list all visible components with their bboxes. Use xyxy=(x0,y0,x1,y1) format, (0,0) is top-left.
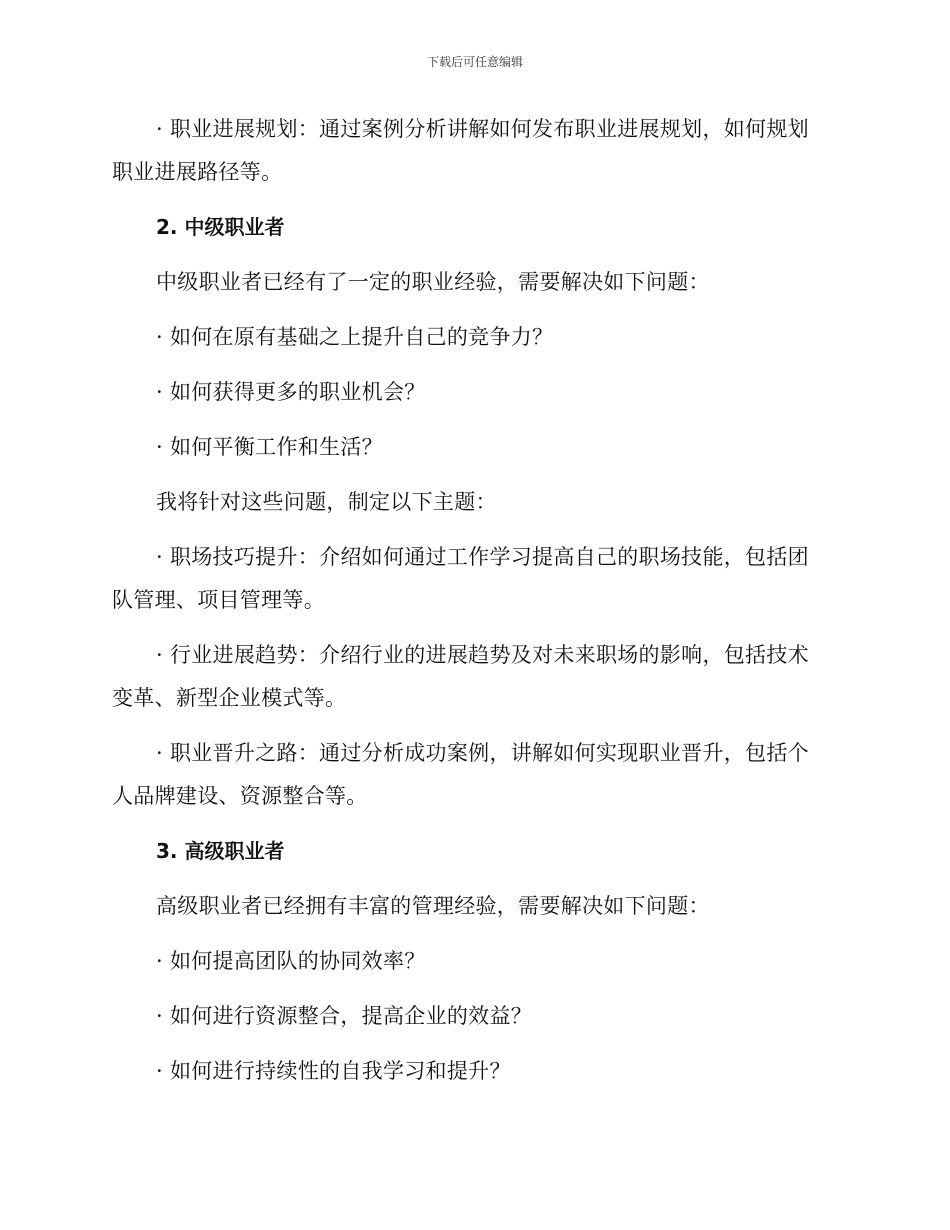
section-heading-senior: 3. 高级职业者 xyxy=(156,839,285,863)
intro-senior: 高级职业者已经拥有丰富的管理经验，需要解决如下问题： xyxy=(156,894,710,918)
topic-career-promotion: · 职业晋升之路：通过分析成功案例，讲解如何实现职业晋升，包括个人品牌建设、资源整合等。 xyxy=(112,741,809,808)
section-heading-intermediate: 2. 中级职业者 xyxy=(156,215,285,239)
question-opportunities: · 如何获得更多的职业机会？ xyxy=(156,380,426,404)
question-work-life-balance: · 如何平衡工作和生活？ xyxy=(156,435,383,459)
question-resource-integration: · 如何进行资源整合，提高企业的效益？ xyxy=(156,1004,533,1028)
question-continuous-learning: · 如何进行持续性的自我学习和提升？ xyxy=(156,1059,511,1083)
page-header: 下载后可任意编辑 xyxy=(426,55,523,69)
intro-intermediate: 中级职业者已经有了一定的职业经验，需要解决如下问题： xyxy=(156,270,710,294)
topics-intro: 我将针对这些问题，制定以下主题： xyxy=(156,490,497,514)
topic-industry-trends: · 行业进展趋势：介绍行业的进展趋势及对未来职场的影响，包括技术变革、新型企业模式等。 xyxy=(112,643,809,710)
question-competitiveness: · 如何在原有基础之上提升自己的竞争力？ xyxy=(156,325,554,349)
topic-workplace-skills: · 职场技巧提升：介绍如何通过工作学习提高自己的职场技能，包括团队管理、项目管理等。 xyxy=(112,545,809,612)
bullet-career-planning: · 职业进展规划：通过案例分析讲解如何发布职业进展规划，如何规划职业进展路径等。 xyxy=(112,117,809,184)
document-body xyxy=(112,108,822,1093)
question-team-efficiency: · 如何提高团队的协同效率？ xyxy=(156,949,426,973)
